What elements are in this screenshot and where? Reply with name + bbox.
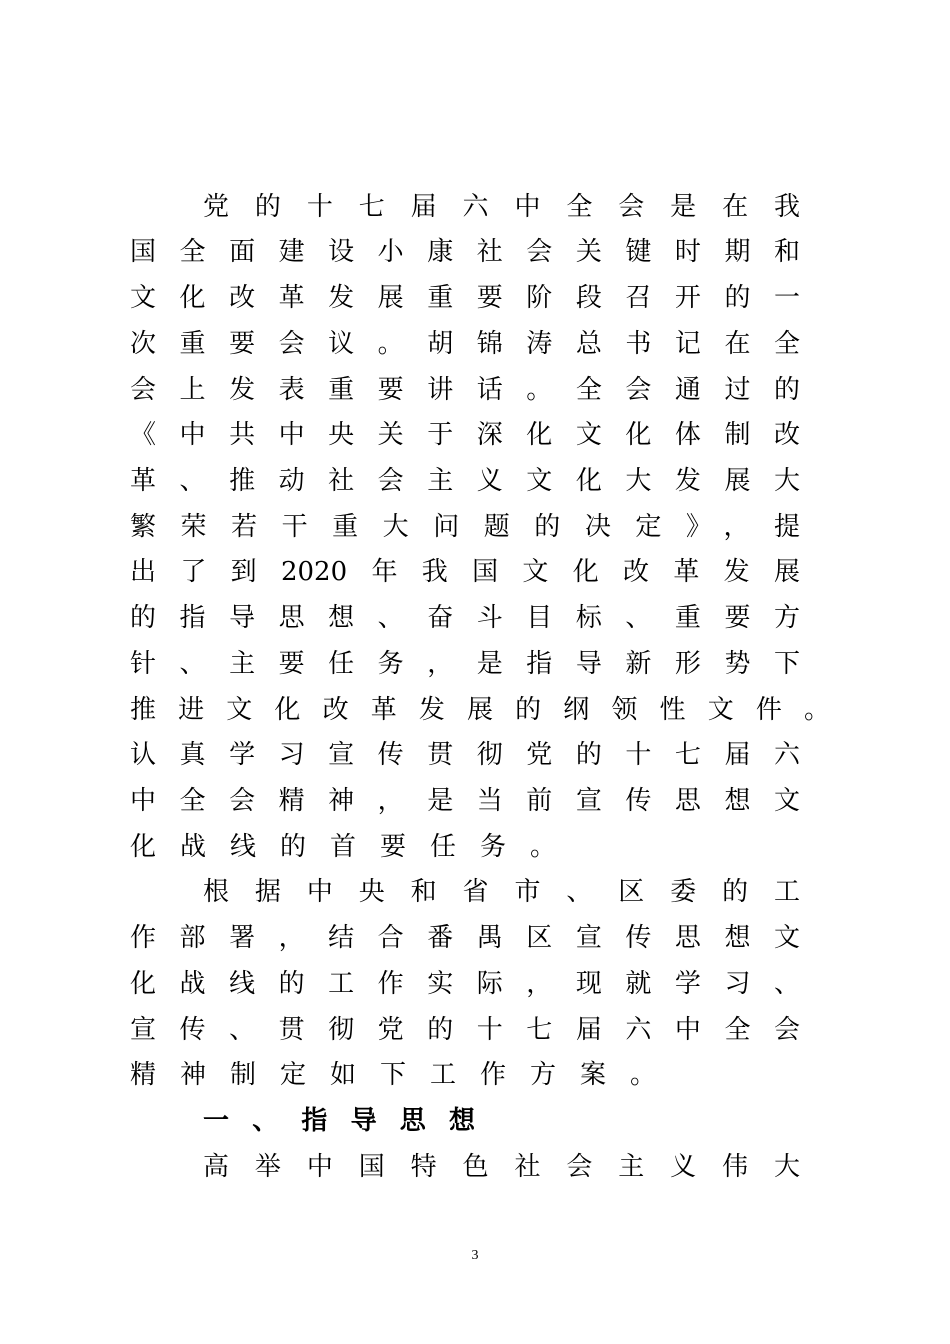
paragraph-1-line-2: 国全面建设小康社会关键时期和 (130, 237, 800, 267)
paragraph-1-line-9: 出了到2020年我国文化改革发展 (130, 557, 800, 587)
paragraph-2-line-1: 根据中央和省市、区委的工 (203, 877, 800, 907)
paragraph-1-line-13: 认真学习宣传贯彻党的十七届六 (130, 740, 800, 770)
paragraph-1-line-10: 的指导思想、奋斗目标、重要方 (130, 603, 800, 633)
page-number: 3 (471, 1248, 479, 1263)
paragraph-2-line-2: 作部署，结合番禺区宣传思想文 (130, 923, 800, 953)
paragraph-1-line-1: 党的十七届六中全会是在我 (203, 192, 800, 222)
paragraph-1-line-8: 繁荣若干重大问题的决定》，提 (130, 512, 800, 542)
section-heading: 一、指导思想 (203, 1106, 475, 1136)
paragraph-1-line-11: 针、主要任务，是指导新形势下 (130, 649, 800, 679)
paragraph-2-line-3: 化战线的工作实际，现就学习、 (130, 969, 800, 999)
paragraph-1-line-14: 中全会精神，是当前宣传思想文 (130, 786, 800, 816)
paragraph-1-line-4: 次重要会议。胡锦涛总书记在全 (130, 329, 800, 359)
paragraph-1-line-7: 革、推动社会主义文化大发展大 (130, 466, 800, 496)
paragraph-2-line-4: 宣传、贯彻党的十七届六中全会 (130, 1015, 800, 1045)
paragraph-1-line-3: 文化改革发展重要阶段召开的一 (130, 283, 800, 313)
section-paragraph-line-1: 高举中国特色社会主义伟大 (203, 1152, 800, 1182)
paragraph-1-line-12: 推进文化改革发展的纲领性文件。 (130, 695, 830, 725)
paragraph-2-line-5: 精神制定如下工作方案。 (130, 1060, 681, 1090)
paragraph-1-line-5: 会上发表重要讲话。全会通过的 (130, 375, 800, 405)
paragraph-1-line-15: 化战线的首要任务。 (130, 832, 581, 862)
paragraph-1-line-6: 《中共中央关于深化文化体制改 (130, 420, 800, 450)
